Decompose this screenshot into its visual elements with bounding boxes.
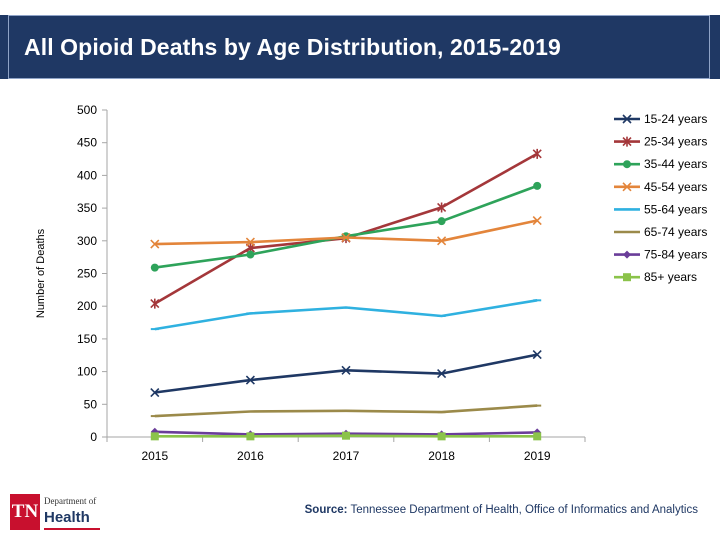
legend-marker xyxy=(623,273,631,281)
title-banner xyxy=(0,15,720,79)
data-point-25-34-years xyxy=(533,149,541,159)
logo-department-text: Department of xyxy=(44,496,97,506)
y-tick-label: 200 xyxy=(76,299,97,314)
data-point-35-44-years xyxy=(533,182,541,190)
data-point-85plus-years xyxy=(533,432,541,440)
data-point-25-34-years xyxy=(151,299,159,309)
y-tick-label: 450 xyxy=(76,135,97,150)
y-tick-label: 50 xyxy=(83,397,97,412)
y-tick-label: 150 xyxy=(76,331,97,346)
legend-marker xyxy=(623,251,631,259)
tn-department-of-health-logo xyxy=(10,494,110,534)
series-line-25-34-years xyxy=(155,154,537,304)
legend-label: 85+ years xyxy=(644,270,698,285)
legend-label: 35-44 years xyxy=(644,157,708,172)
y-tick-label: 100 xyxy=(76,364,97,379)
opioid-deaths-line-chart xyxy=(0,90,720,470)
page-title: All Opioid Deaths by Age Distribution, 2015-2019 xyxy=(24,34,561,60)
legend-label: 45-54 years xyxy=(644,179,708,194)
tn-badge: TN xyxy=(10,494,40,530)
source-note xyxy=(305,504,698,516)
source-label: Source: xyxy=(304,504,348,516)
legend-label: 65-74 years xyxy=(644,225,708,239)
x-tick-label: 2016 xyxy=(237,449,264,463)
data-point-85plus-years xyxy=(246,432,254,440)
y-tick-label: 0 xyxy=(90,430,97,444)
y-tick-label: 500 xyxy=(76,103,97,117)
y-tick-label: 400 xyxy=(76,168,97,183)
logo-health-text: Health xyxy=(44,509,90,526)
y-tick-label: 300 xyxy=(76,233,97,248)
x-tick-label: 2017 xyxy=(332,449,360,463)
x-tick-label: 2015 xyxy=(141,449,169,463)
series-line-55-64-years xyxy=(155,300,537,329)
legend-label: 25-34 years xyxy=(644,134,708,149)
logo-underline xyxy=(44,528,100,530)
legend-label: 75-84 years xyxy=(644,247,708,262)
legend-label: 15-24 years xyxy=(644,112,708,126)
data-point-85plus-years xyxy=(151,432,159,440)
y-axis-label: Number of Deaths xyxy=(35,228,47,319)
source-text: Tennessee Department of Health, Office of Informatics and Analytics xyxy=(350,504,698,516)
data-point-35-44-years xyxy=(246,251,254,259)
data-point-85plus-years xyxy=(438,432,446,440)
x-tick-label: 2019 xyxy=(523,449,551,463)
data-point-85plus-years xyxy=(342,432,350,440)
y-tick-label: 350 xyxy=(76,201,97,216)
legend-marker xyxy=(623,160,631,168)
y-tick-label: 250 xyxy=(76,266,97,281)
data-point-35-44-years xyxy=(151,264,159,272)
x-tick-label: 2018 xyxy=(428,449,455,463)
data-point-35-44-years xyxy=(438,217,446,225)
legend-label: 55-64 years xyxy=(644,202,708,217)
series-line-35-44-years xyxy=(155,186,537,268)
series-line-15-24-years xyxy=(155,355,537,393)
